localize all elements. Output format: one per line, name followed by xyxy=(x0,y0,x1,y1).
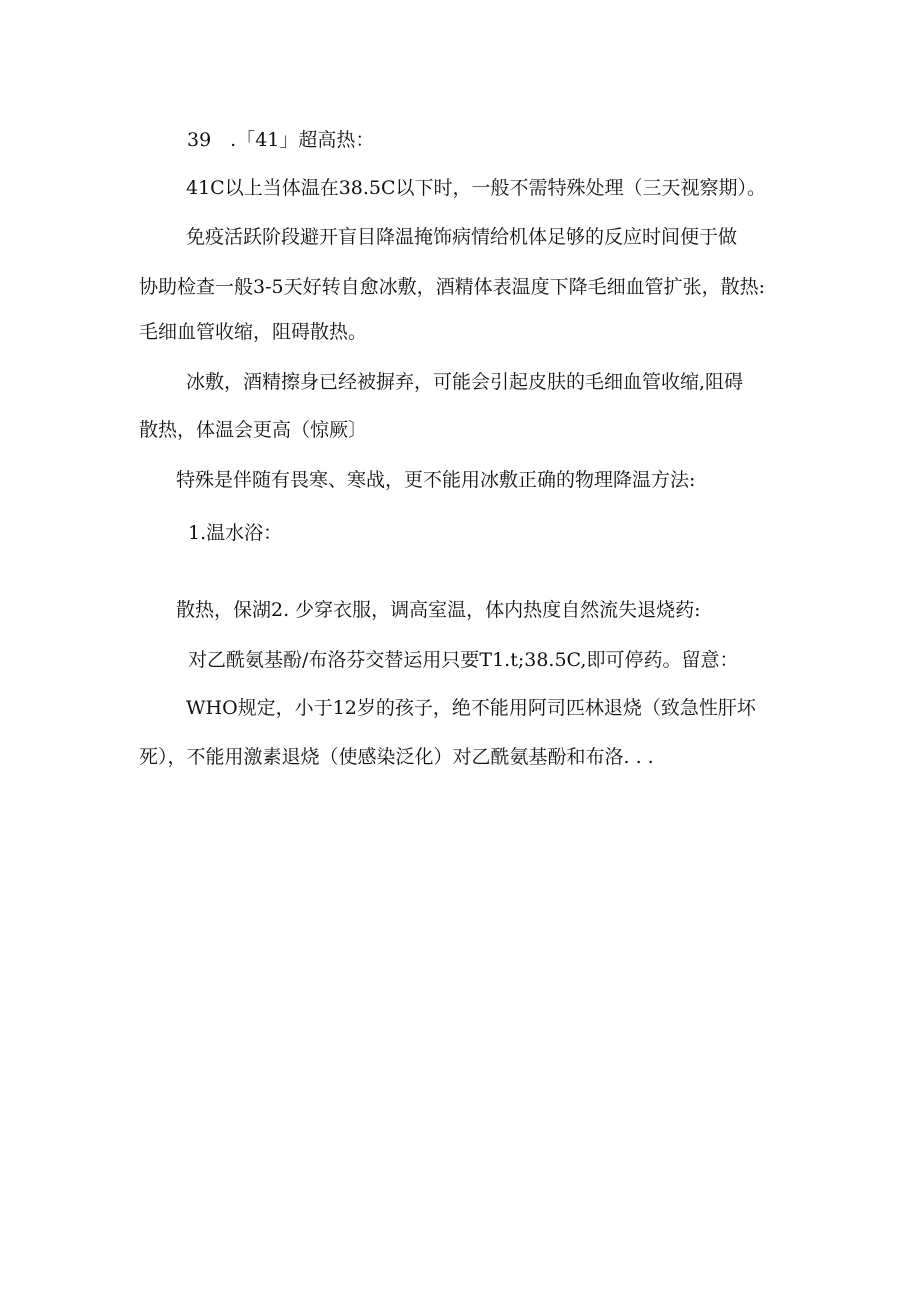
paragraph-line: 死），不能用激素退烧（使感染泛化）对乙酰氨基酚和布洛. . . xyxy=(139,746,654,768)
paragraph-line: 对乙酰氨基酚/布洛芬交替运用只要T1.t;38.5C,即可停药。留意： xyxy=(188,649,739,671)
paragraph-line: 散热，体温会更高（惊厥〕 xyxy=(139,419,368,441)
paragraph-line: 协助检查一般3-5天好转自愈冰敷，酒精体表温度下降毛细血管扩张，散热: xyxy=(139,276,765,298)
paragraph-line: WHO规定，小于12岁的孩子，绝不能用阿司匹林退烧（致急性肝坏 xyxy=(186,697,756,719)
paragraph-line: 41C以上当体温在38.5C以下时，一般不需特殊处理（三天视察期）。 xyxy=(186,177,767,199)
heading-line: 39 .「41」超高热： xyxy=(187,129,375,151)
paragraph-line: 毛细血管收缩，阻碍散热。 xyxy=(139,321,368,343)
paragraph-line: 特殊是伴随有畏寒、寒战，更不能用冰敷正确的物理降温方法: xyxy=(176,469,696,491)
paragraph-line: 免疫活跃阶段避开盲目降温掩饰病情给机体足够的反应时间便于做 xyxy=(186,226,738,248)
paragraph-line: 散热，保湖2. 少穿衣服，调高室温，体内热度自然流失退烧药: xyxy=(176,599,701,621)
list-item: 1.温水浴： xyxy=(188,522,283,544)
paragraph-line: 冰敷，酒精擦身已经被摒弃，可能会引起皮肤的毛细血管收缩,阻碍 xyxy=(186,371,744,393)
